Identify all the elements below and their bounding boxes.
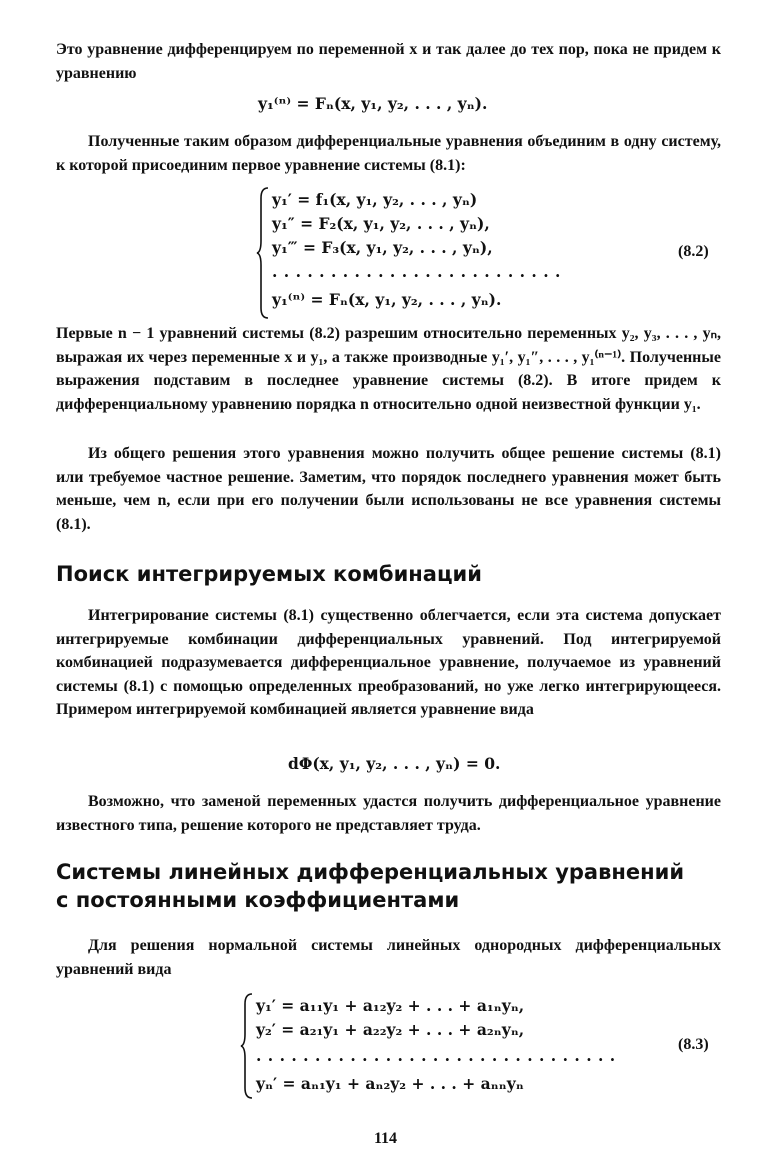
- system-8-3-dots: . . . . . . . . . . . . . . . . . . . . . . . . . . . . . . .: [256, 1046, 616, 1065]
- system-8-3-line: yₙ′ = aₙ₁y₁ + aₙ₂y₂ + . . . + aₙₙyₙ: [256, 1074, 524, 1093]
- paragraph-linear: Для решения нормальной системы линейных однородных дифференциальных уравнений вида: [56, 937, 721, 978]
- section-heading-linear-systems: [56, 858, 684, 914]
- intro-paragraph: Это уравнение дифференцируем по переменной x и так далее до тех пор, пока не придем к уравнению: [56, 41, 721, 82]
- paragraph-possible: Возможно, что заменой переменных удастся получить дифференциальное уравнение известного типа, решение которого не представляет труда.: [56, 793, 721, 834]
- heading-line: с постоянными коэффициентами: [56, 888, 460, 912]
- paragraph-integrable: Интегрирование системы (8.1) существенно облегчается, если эта система допускает интегрируемые комбинации дифференциальных уравнений. Под интегрируемой комбинацией подразумевается дифференциальное уравнение, получаемое из уравнений системы (8.1) с помощью определенных преобразований, но уже легко интегрирующееся. Примером интегрируемой комбинацией является уравнение вида: [56, 607, 721, 718]
- paragraph-first-n: Первые n − 1 уравнений системы (8.2) разрешим относительно переменных y₂, y₃, . . . , yₙ, выражая их через переменные x и y₁, а также производные y₁′, y₁″, . . . , y₁⁽ⁿ⁻¹⁾. Полученные выражения подставим в последнее уравнение системы (8.2). В итоге придем к дифференциальному уравнению порядка n относительно одной неизвестной функции y₁.: [56, 325, 721, 413]
- system-8-2-dots: . . . . . . . . . . . . . . . . . . . . . . . . .: [272, 262, 561, 281]
- system-8-2-line: y₁⁽ⁿ⁾ = Fₙ(x, y₁, y₂, . . . , yₙ).: [272, 290, 502, 309]
- page-number: 114: [373, 1130, 398, 1147]
- paragraph-system: Полученные таким образом дифференциальные уравнения объединим в одну систему, к которой присоединим первое уравнение системы (8.1):: [56, 133, 721, 174]
- paragraph-general-solution: Из общего решения этого уравнения можно получить общее решение системы (8.1) или требуемое частное решение. Заметим, что порядок последнего уравнения может быть меньше, чем n, если при его получении были использованы не все уравнения системы (8.1).: [56, 445, 721, 533]
- system-8-2-line: y₁‴ = F₃(x, y₁, y₂, . . . , yₙ),: [272, 238, 493, 257]
- left-brace-icon: [240, 992, 254, 1100]
- system-8-3-line: y₁′ = a₁₁y₁ + a₁₂y₂ + . . . + a₁ₙyₙ,: [256, 996, 525, 1015]
- system-8-2-line: y₁″ = F₂(x, y₁, y₂, . . . , yₙ),: [272, 214, 490, 233]
- heading-line: Системы линейных дифференциальных уравнений: [56, 860, 685, 884]
- system-8-3-line: y₂′ = a₂₁y₁ + a₂₂y₂ + . . . + a₂ₙyₙ,: [256, 1020, 525, 1039]
- section-heading-integrable-combinations: Поиск интегрируемых комбинаций: [56, 562, 482, 586]
- equation-last-derivative: y₁⁽ⁿ⁾ = Fₙ(x, y₁, y₂, . . . , yₙ).: [258, 94, 488, 113]
- system-8-2-line: y₁′ = f₁(x, y₁, y₂, . . . , yₙ): [272, 190, 478, 209]
- left-brace-icon: [256, 186, 270, 320]
- equation-dphi: dΦ(x, y₁, y₂, . . . , yₙ) = 0.: [288, 754, 501, 773]
- equation-number-8-3: (8.3): [678, 1036, 709, 1053]
- equation-number-8-2: (8.2): [678, 243, 709, 260]
